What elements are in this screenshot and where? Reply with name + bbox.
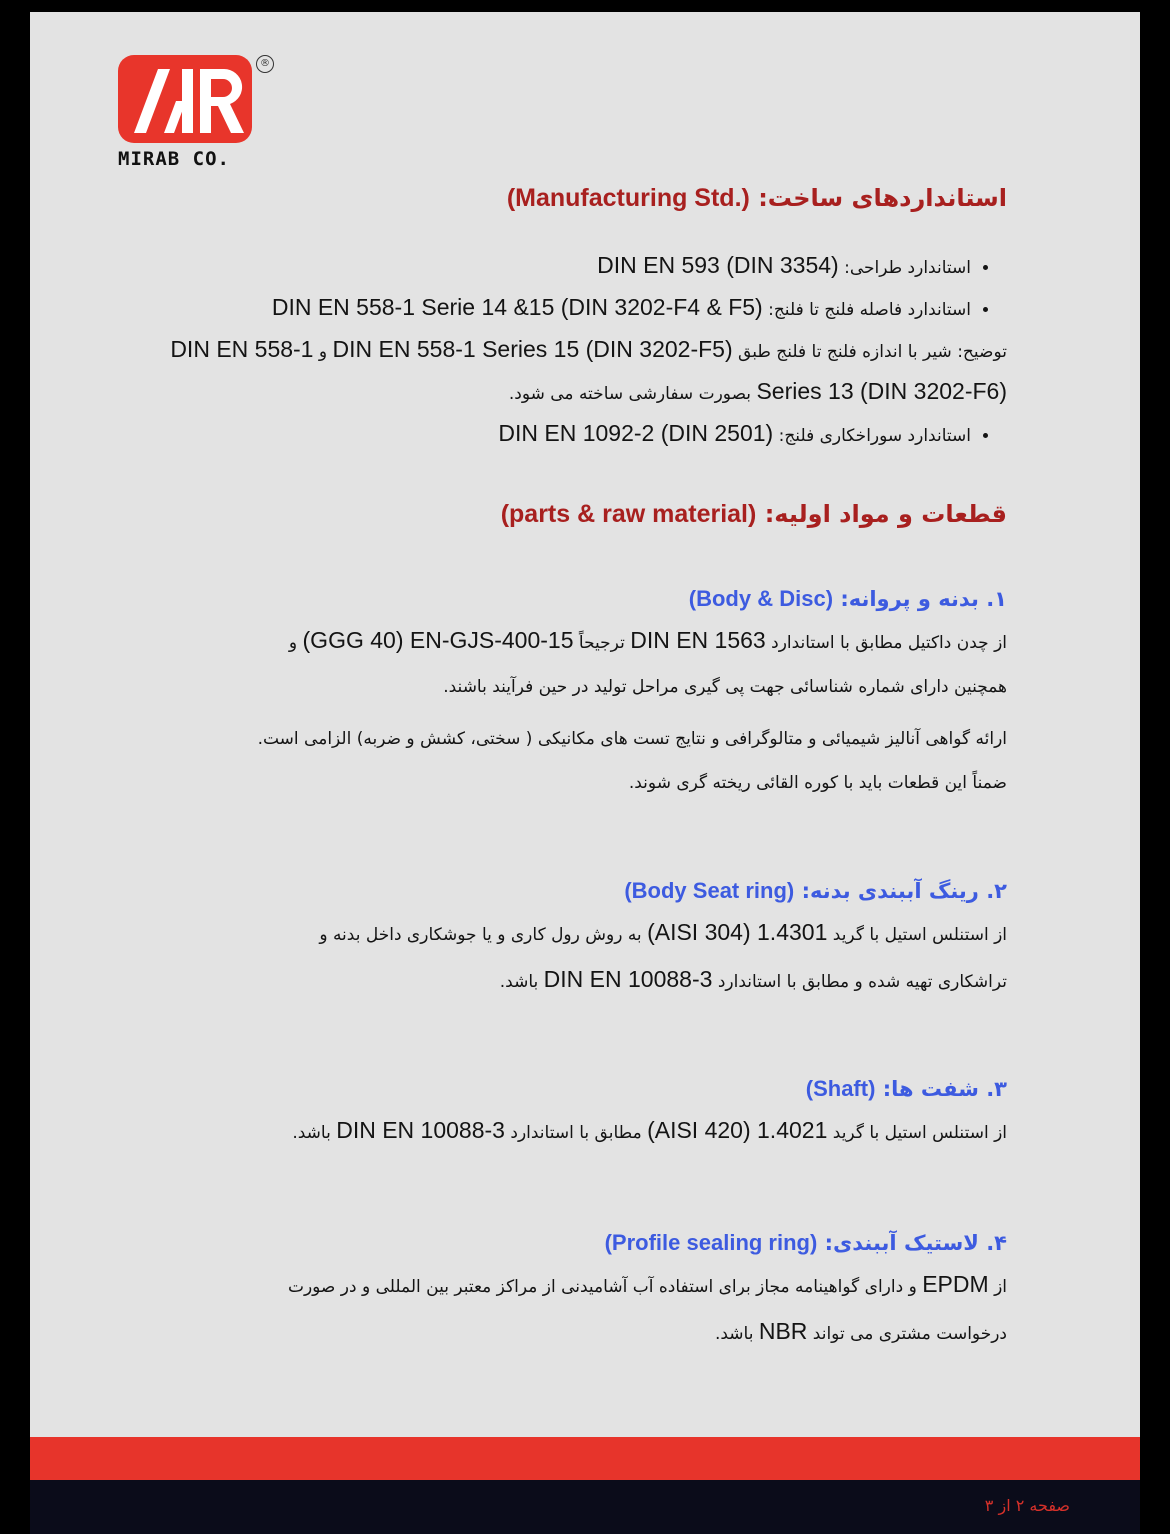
section-manufacturing-std	[165, 184, 1007, 213]
section-title-parts: قطعات و مواد اولیه: (parts & raw material)	[500, 500, 1007, 528]
item-body-seat-ring	[165, 878, 1007, 1004]
item-title: ۴. لاستیک آببندی: (Profile sealing ring)	[604, 1230, 1007, 1255]
registered-mark: ®	[256, 55, 274, 73]
list-item: • استاندارد سوراخکاری فلنج: DIN EN 1092-2 (DIN 2501)	[165, 414, 971, 456]
item-title: ۳. شفت ها: (Shaft)	[805, 1076, 1007, 1101]
item-body-disc	[165, 586, 1007, 805]
item-paragraph: از چدن داکتیل مطابق با استاندارد DIN EN 1563 ترجیحاً (GGG 40) EN-GJS-400-15 و همچنین دارای شماره شناسائی جهت پی گیری مراحل تولید در حین فرآیند باشند.	[288, 627, 1007, 697]
logo-glyph-icon	[118, 55, 252, 143]
item-profile-sealing-ring	[165, 1230, 1007, 1356]
std-note: توضیح: شیر با اندازه فلنج تا فلنج طبق DIN EN 558-1 Series 15 (DIN 3202-F5) و DIN EN 558-1 Series 13 (DIN 3202-F6) بصورت سفارشی ساخته می شود.	[170, 336, 1007, 404]
std-list	[165, 246, 1007, 456]
section-parts	[165, 500, 1007, 529]
list-item: • استاندارد فاصله فلنج تا فلنج: DIN EN 558-1 Serie 14 &15 (DIN 3202-F4 & F5)	[165, 288, 971, 330]
item-paragraph: از استنلس استیل با گرید (AISI 420) 1.4021 مطابق با استاندارد DIN EN 10088-3 باشد.	[292, 1117, 1007, 1143]
page-number: صفحه ۲ از ۳	[984, 1496, 1070, 1515]
item-title: ۲. رینگ آببندی بدنه: (Body Seat ring)	[624, 878, 1007, 903]
logo-mark	[118, 55, 252, 143]
bottom-strip	[30, 1480, 1140, 1534]
item-paragraph: ارائه گواهی آنالیز شیمیائی و متالوگرافی و نتایج تست های مکانیکی ( سختی، کشش و ضربه) الزامی است. ضمناً این قطعات باید با کوره القائی ریخته گری شوند.	[257, 729, 1007, 793]
item-paragraph: از EPDM و دارای گواهینامه مجاز برای استفاده آب آشامیدنی از مراکز معتبر بین المللی و در صورت درخواست مشتری می تواند NBR باشد.	[287, 1271, 1007, 1344]
document-page	[30, 12, 1140, 1480]
list-item: • استاندارد طراحی: DIN EN 593 (DIN 3354)	[165, 246, 971, 288]
item-shaft	[165, 1076, 1007, 1155]
logo-wordmark: MIRAB CO.	[118, 148, 230, 170]
section-title-manufacturing: استانداردهای ساخت: (Manufacturing Std.)	[506, 184, 1007, 212]
company-logo	[118, 55, 293, 183]
footer-bar	[30, 1437, 1140, 1480]
item-paragraph: از استنلس استیل با گرید (AISI 304) 1.4301 به روش رول کاری و یا جوشکاری داخل بدنه و تراشکاری تهیه شده و مطابق با استاندارد DIN EN 10088-3 باشد.	[319, 919, 1007, 992]
item-title: ۱. بدنه و پروانه: (Body & Disc)	[688, 586, 1007, 611]
